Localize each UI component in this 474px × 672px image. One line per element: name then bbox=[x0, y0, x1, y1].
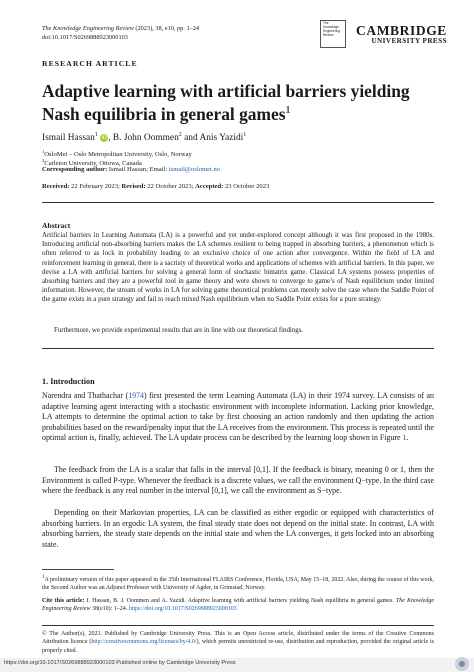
publisher-logo: CAMBRIDGE UNIVERSITY PRESS bbox=[356, 23, 447, 45]
accessibility-icon[interactable] bbox=[455, 657, 469, 671]
citation-link[interactable]: 1974 bbox=[128, 391, 144, 400]
divider-bottom bbox=[42, 625, 434, 626]
journal-logo: The Knowledge Engineering Review bbox=[320, 20, 346, 48]
copyright-notice: © The Author(s), 2023. Published by Cambridge University Press. This is an Open Access article, distributed under the terms of the Creative Commons Attribution licence (http://creativecommons.org/licenses/by/4.0/), which permits unrestricted re-use, distribution and reproduction, provided the original article is properly cited. bbox=[42, 631, 434, 654]
divider-top bbox=[42, 202, 434, 203]
article-dates: Received: 22 February 2023; Revised: 22 October 2023; Accepted: 23 October 2023 bbox=[42, 183, 270, 190]
intro-paragraph-1: Narendra and Thathachar (1974) first presented the term Learning Automata (LA) in their 1974 survey. LA consists of an adaptive learning agent interacting with a stochastic environment with incomplete information. Lacking prior knowledge, LA attempts to determine the optimal action to take by first choosing an action randomly and then updating the action probabilities based on the reward/penalty input that the LA receives from the environment. This process is repeated until the optimal action is, finally, achieved. The LA update process can be described by the learning loop shown in Figure 1. bbox=[42, 391, 434, 443]
abstract-paragraph-1: Artificial barriers in Learning Automata (LA) is a powerful and yet under-explored concept although it was first proposed in the 1980s. Introducing artificial non-absorbing barriers makes the LA schemes resilient to being trapped in absorbing barriers, a phenomenon which is often referred to as lock in probability leading to an exclusive choice of one action after convergence. Within the field of LA and reinforcement learning in general, there is a sacristy of theoretical works and applications of schemes with artificial barriers. In this paper, we devise a LA with artificial barriers for solving a general form of stochastic bimatrix game. Classical LA systems possess properties of absorbing barriers and they are a powerful tool in game theory and were shown to converge to game’s of Nash equilibrium under limited information. However, the stream of works in LA for solving game theoretical problems can merely solve the case where the Saddle Point of the game exists in a pure strategy and fail to reach mixed Nash equilibrium when no Saddle Point exists for a pure strategy. bbox=[42, 232, 434, 304]
cite-doi-link[interactable]: https://doi.org/10.1017/S0269888923000103 bbox=[128, 606, 237, 613]
doi-link[interactable]: doi:10.1017/S0269888923000103 bbox=[42, 33, 128, 41]
author-3[interactable]: and Anis Yazidi bbox=[181, 133, 244, 144]
journal-citation: The Knowledge Engineering Review (2023), 38, e10, pp. 1–24 bbox=[42, 25, 200, 32]
abstract-heading: Abstract bbox=[42, 221, 71, 230]
figure-link[interactable]: 1 bbox=[402, 433, 407, 443]
corresponding-author: Corresponding author: Ismail Hassan; Email: ismail@oslomet.no bbox=[42, 166, 221, 173]
title-footnote-link[interactable]: 1 bbox=[285, 105, 291, 116]
intro-paragraph-2: The feedback from the LA is a scalar that falls in the interval [0,1]. If the feedback is binary, meaning 0 or 1, then the Environment is called P-type. Whenever the feedback is a discrete values, we call the environment Q−type. In the third case where the feedback is any real number in the interval [0,1], we call the environment as S−type. bbox=[42, 465, 434, 496]
affiliation-1: $^1$OsloMet – Oslo Metropolitan University, Oslo, Norway bbox=[42, 149, 192, 159]
divider-abstract bbox=[42, 348, 434, 349]
section-heading-introduction: 1. Introduction bbox=[42, 377, 95, 386]
article-type: RESEARCH ARTICLE bbox=[42, 59, 138, 68]
bottom-doi-link[interactable]: https://doi.org/10.1017/S0269888923000103 Published online by Cambridge University Press bbox=[4, 660, 236, 666]
email-link[interactable]: ismail@oslomet.no bbox=[168, 166, 221, 173]
intro-paragraph-3: Depending on their Markovian properties, LA can be classified as either ergodic or equipped with characteristics of absorbing barriers. In an ergodic LA system, the final steady state does not depend on the initial state. In contrast, LA with absorbing barriers, the steady state depends on the initial state and when the LA converges, it gets locked into an absorbing state. bbox=[42, 508, 434, 549]
footnote-divider bbox=[42, 569, 114, 570]
affiliation-2: $^2$Carleton University, Ottowa, Canada bbox=[42, 158, 142, 168]
paper-title: Adaptive learning with artificial barriers yielding Nash equilibria in general games$^1$ bbox=[42, 81, 410, 124]
license-link[interactable]: http://creativecommons.org/licenses/by/4.0/ bbox=[91, 639, 197, 646]
orcid-icon[interactable]: iD bbox=[101, 135, 107, 142]
journal-header bbox=[42, 25, 199, 42]
author-2[interactable]: , B. John Oommen bbox=[108, 133, 179, 144]
abstract-paragraph-2: Furthermore, we provide experimental results that are in line with our theoretical findings. bbox=[54, 327, 304, 334]
cite-this-article: Cite this article: I. Hassan, B. J. Oommen and A. Yazidi. Adaptive learning with artificial barriers yielding Nash equilibria in general games. The Knowledge Engineering Review 38(e10): 1–24. https://doi.org/10.1017/S0269888923000103 bbox=[42, 598, 434, 613]
author-list: Ismail Hassan$^1$ iD , B. John Oommen$^2$ and Anis Yazidi$^1$ bbox=[42, 132, 247, 144]
author-1[interactable]: Ismail Hassan bbox=[42, 133, 95, 144]
footnote: $^1$A preliminary version of this paper appeared in the 35th International FLAIRS Conference, Florida, USA, May 15–18, 2022. Also, during the course of this work, the Second Author was an Adjunct Professor with University of Agder, in Grimstad, Norway. bbox=[42, 575, 434, 592]
